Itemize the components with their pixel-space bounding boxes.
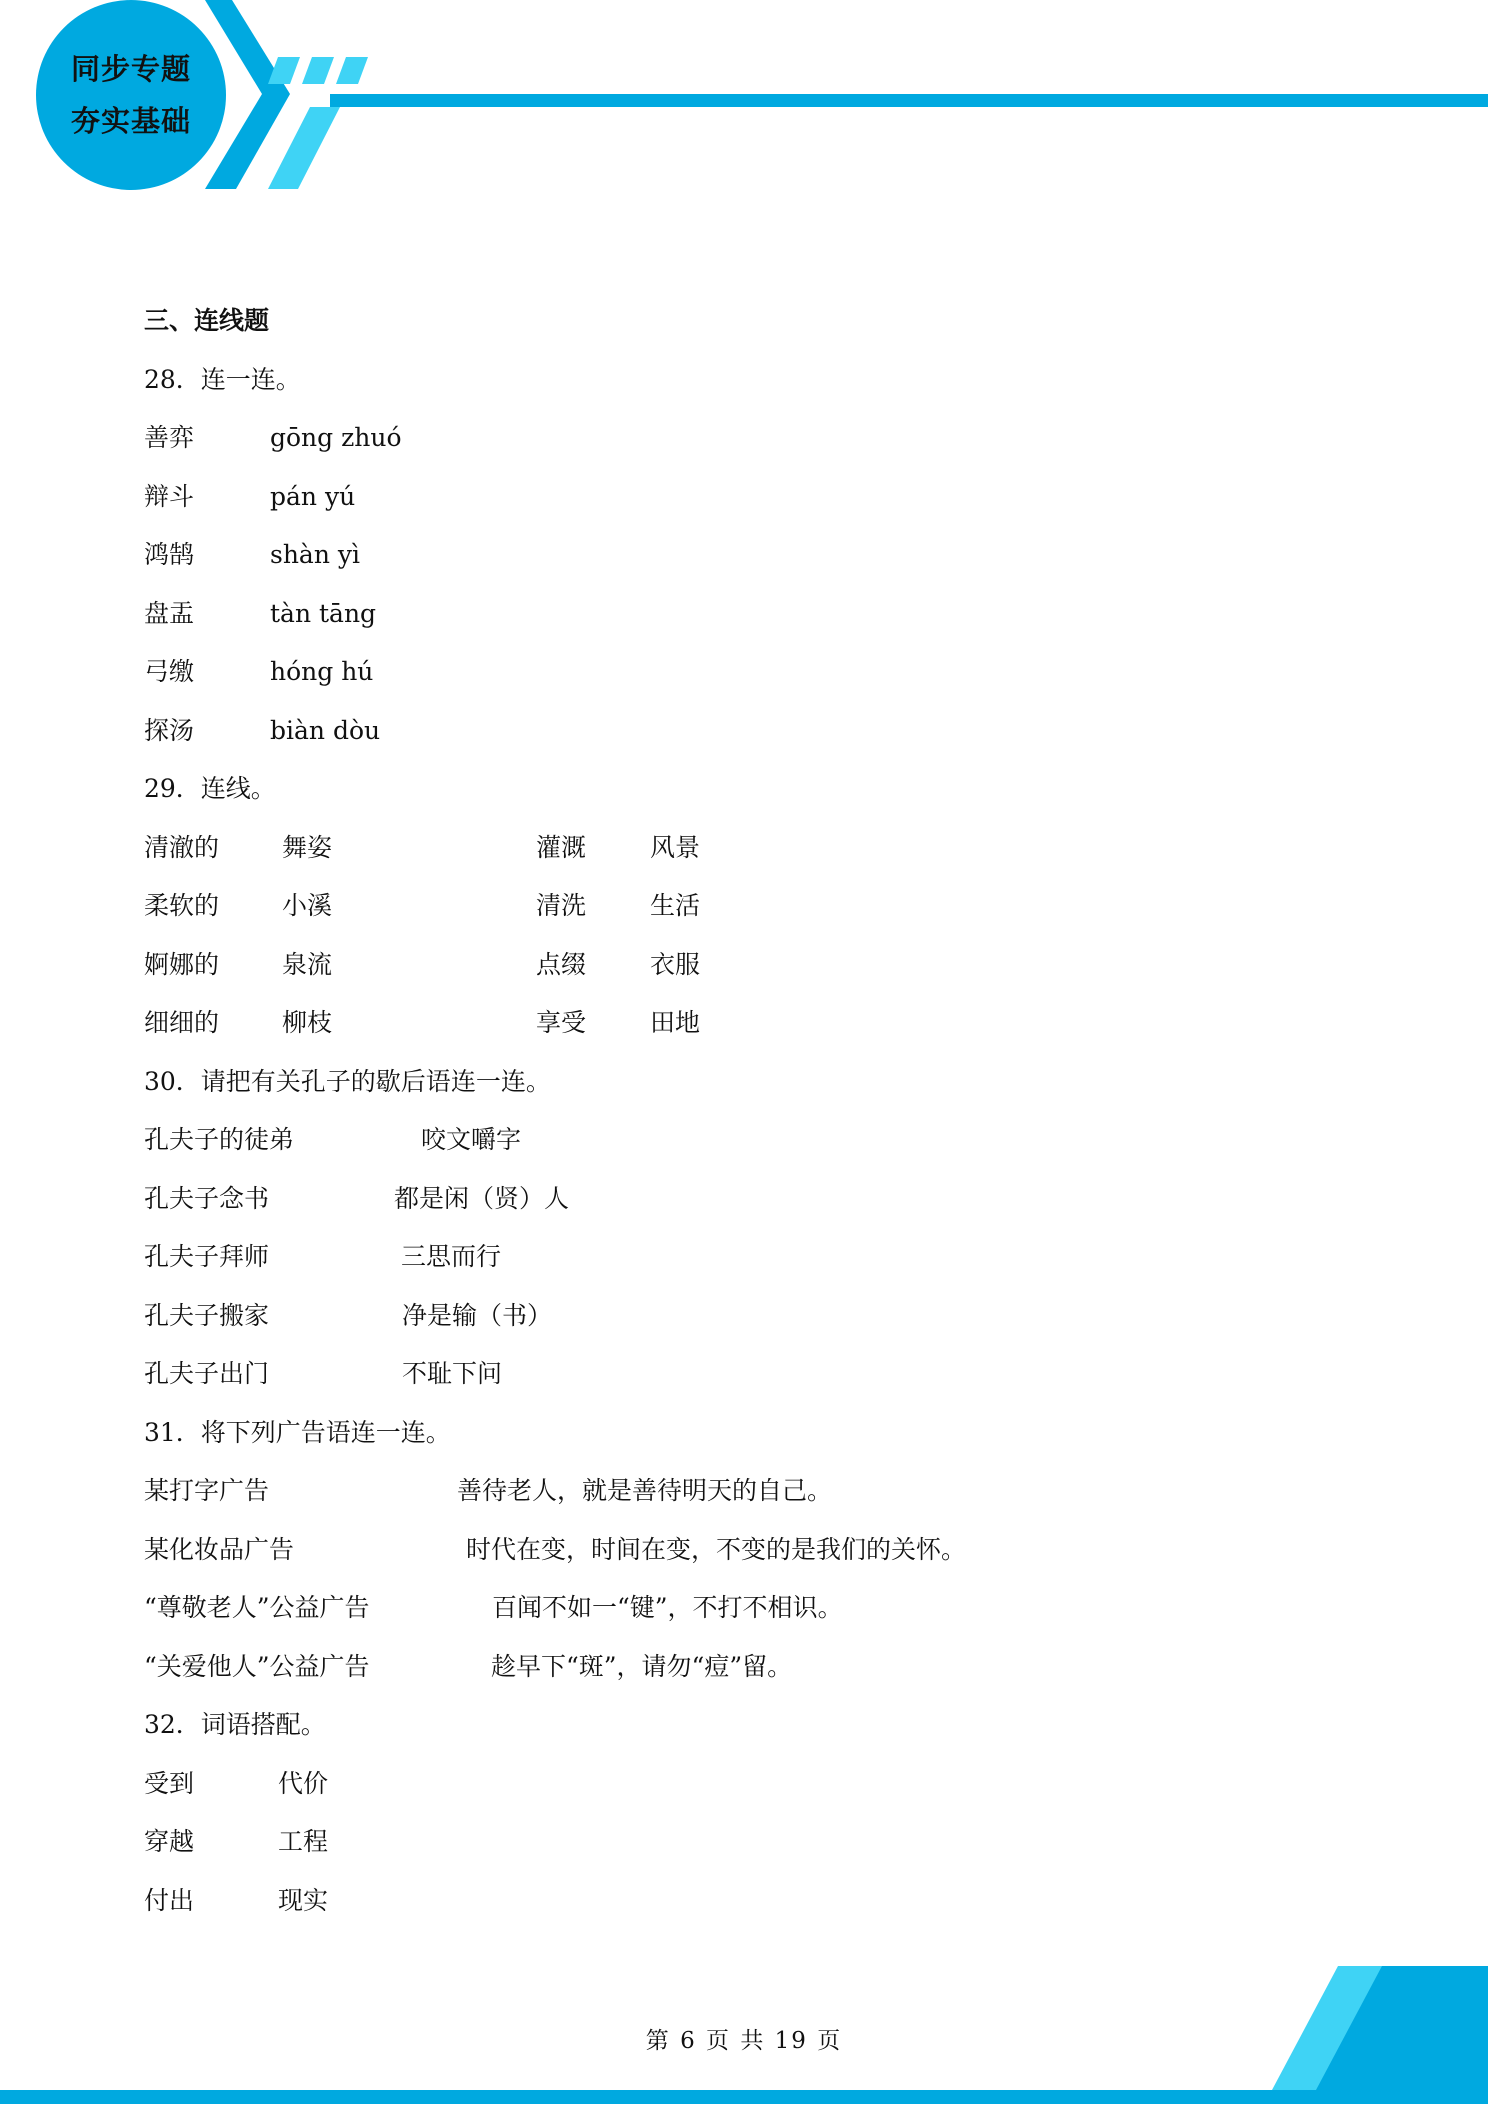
match-row xyxy=(144,1876,1344,1935)
match-col-2: 泉流 xyxy=(282,949,333,979)
question-title: 29．连线。 xyxy=(144,774,276,803)
match-right: shàn yì xyxy=(270,540,361,569)
match-col-2: 舞姿 xyxy=(282,832,333,862)
match-left: 某打字广告 xyxy=(144,1476,270,1505)
match-left: 穿越 xyxy=(144,1827,195,1856)
match-row xyxy=(144,1525,1344,1584)
match-left: 孔夫子拜师 xyxy=(144,1242,270,1271)
header-badge xyxy=(36,0,226,190)
match-right: 净是输（书） xyxy=(402,1300,553,1330)
match-row xyxy=(144,1583,1344,1642)
question-title: 28．连一连。 xyxy=(144,364,301,394)
match-row xyxy=(144,706,1344,765)
match-left: 受到 xyxy=(144,1768,195,1798)
match-left: 某化妆品广告 xyxy=(144,1534,295,1564)
match-left: 弓缴 xyxy=(144,657,195,686)
page-number: 第 6 页 共 19 页 xyxy=(645,2028,843,2054)
match-right: 现实 xyxy=(278,1885,329,1915)
match-col-1: 婀娜的 xyxy=(144,949,220,979)
match-row xyxy=(144,589,1344,648)
header-stripe-3 xyxy=(336,57,368,84)
match-col-1: 细细的 xyxy=(144,1008,220,1037)
match-right: 都是闲（贤）人 xyxy=(394,1183,570,1213)
match-right: biàn dòu xyxy=(270,715,381,745)
match-col-3: 享受 xyxy=(536,1008,587,1037)
match-right: 善待老人，就是善待明天的自己。 xyxy=(457,1476,833,1505)
match-left: 孔夫子出门 xyxy=(144,1359,270,1388)
match-left: “尊敬老人”公益广告 xyxy=(144,1593,370,1622)
question-title: 31．将下列广告语连一连。 xyxy=(144,1417,451,1447)
match-left: 孔夫子搬家 xyxy=(144,1300,270,1330)
match-left: 付出 xyxy=(144,1885,195,1915)
match-row xyxy=(144,881,1344,940)
match-left: 探汤 xyxy=(144,715,195,745)
header-stripe-2 xyxy=(302,57,334,84)
match-col-2: 小溪 xyxy=(282,891,333,920)
match-row xyxy=(144,1291,1344,1350)
match-right: 趁早下“斑”，请勿“痘”留。 xyxy=(491,1651,793,1681)
match-left: 鸿鹄 xyxy=(144,540,195,569)
match-row xyxy=(144,1115,1344,1174)
match-col-4: 田地 xyxy=(650,1008,701,1037)
match-col-3: 点缀 xyxy=(536,949,587,979)
match-right: hóng hú xyxy=(270,657,374,686)
match-row xyxy=(144,472,1344,531)
match-right: pán yú xyxy=(270,481,356,511)
match-row xyxy=(144,1466,1344,1525)
match-row xyxy=(144,1174,1344,1233)
match-row xyxy=(144,1759,1344,1818)
match-right: 咬文嚼字 xyxy=(421,1125,522,1154)
match-right: tàn tāng xyxy=(270,598,377,628)
section-title: 三、连线题 xyxy=(144,306,270,335)
match-row xyxy=(144,1349,1344,1408)
match-col-1: 清澈的 xyxy=(144,832,220,862)
footer-bar xyxy=(0,2090,1488,2104)
match-row xyxy=(144,1817,1344,1876)
match-right: 百闻不如一“键”，不打不相识。 xyxy=(492,1593,843,1622)
match-left: 盘盂 xyxy=(144,598,195,628)
match-left: 善弈 xyxy=(144,423,195,452)
match-right: 不耻下问 xyxy=(402,1359,503,1388)
match-col-3: 灌溉 xyxy=(536,832,587,862)
match-col-1: 柔软的 xyxy=(144,891,220,920)
worksheet-content xyxy=(144,296,1344,1934)
badge-line-2: 夯实基础 xyxy=(70,104,191,138)
match-left: 孔夫子念书 xyxy=(144,1183,270,1213)
match-row xyxy=(144,647,1344,706)
match-row xyxy=(144,1642,1344,1701)
match-col-4: 风景 xyxy=(650,832,701,862)
match-col-2: 柳枝 xyxy=(282,1008,333,1037)
match-row xyxy=(144,823,1344,882)
match-left: 孔夫子的徒弟 xyxy=(144,1125,295,1154)
match-left: 辩斗 xyxy=(144,481,195,511)
header-chevron-light xyxy=(268,107,340,189)
footer-decoration xyxy=(0,1954,1488,2104)
question-title: 30．请把有关孔子的歇后语连一连。 xyxy=(144,1066,551,1096)
match-right: 三思而行 xyxy=(401,1242,502,1271)
match-row xyxy=(144,413,1344,472)
badge-line-1: 同步专题 xyxy=(70,52,191,86)
match-row xyxy=(144,530,1344,589)
match-right: 时代在变，时间在变，不变的是我们的关怀。 xyxy=(466,1534,967,1564)
match-right: 代价 xyxy=(278,1768,329,1798)
match-row xyxy=(144,1232,1344,1291)
match-left: “关爱他人”公益广告 xyxy=(144,1651,370,1681)
match-right: gōng zhuó xyxy=(270,423,402,452)
match-col-4: 衣服 xyxy=(650,949,701,979)
header-bar xyxy=(330,94,1488,107)
match-right: 工程 xyxy=(278,1827,329,1856)
match-col-4: 生活 xyxy=(650,891,701,920)
match-col-3: 清洗 xyxy=(536,891,587,920)
match-row xyxy=(144,940,1344,999)
match-row xyxy=(144,998,1344,1057)
question-title: 32．词语搭配。 xyxy=(144,1710,326,1739)
